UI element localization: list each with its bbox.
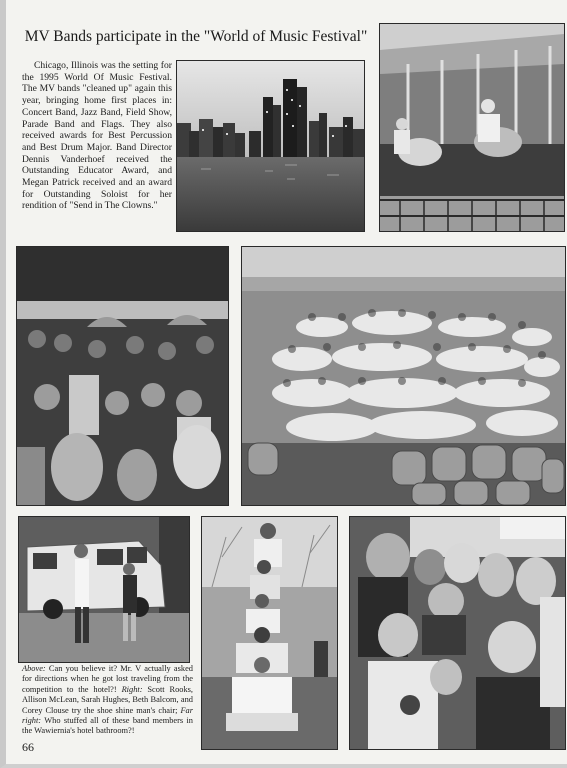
- photo-crowd: [16, 246, 229, 506]
- photo-carousel: [379, 23, 565, 232]
- photo-band-group: [241, 246, 566, 506]
- caption-above-label: Above:: [22, 664, 46, 673]
- caption-far-right-text: Who stuffed all of these band members in the Wawiernia's hotel bathroom?!: [22, 716, 193, 736]
- caption-right-label: Right:: [121, 684, 143, 694]
- article-title: MV Bands participate in the "World of Music Festival": [24, 28, 368, 45]
- photo-shoe-shine-chair: [201, 516, 338, 750]
- photo-chicago-skyline: [176, 60, 365, 232]
- article-body: Chicago, Illinois was the setting for the 1995 World Of Music Festival. The MV bands "cleaned up" again this year, bringing home first places in: Concert Band, Jazz Band, Field Show, Parade Band and Flags. They also received awards for Best Percussion and Best Drum Major. Band Director Dennis Vanderhoef received the Outstanding Educator Award, and Megan Patrick received and an award for Outstanding Soloist for her rendition of "Send in The Clowns.": [22, 60, 172, 212]
- caption-far-right-label: Far right:: [22, 705, 193, 726]
- photo-hotel-bathroom: [349, 516, 566, 750]
- photo-van: [18, 516, 190, 663]
- photo-captions: [22, 664, 193, 737]
- caption-above-text: Can you believe it? Mr. V actually asked for directions when he got lost traveling from the competition to the hotel?!: [22, 664, 193, 694]
- caption-right-text: Scott Rooks, Allison McLean, Sarah Hughes, Beth Balcom, and Corey Clouse try the shoe shine man's chair;: [22, 684, 193, 715]
- page-number: 66: [22, 740, 34, 754]
